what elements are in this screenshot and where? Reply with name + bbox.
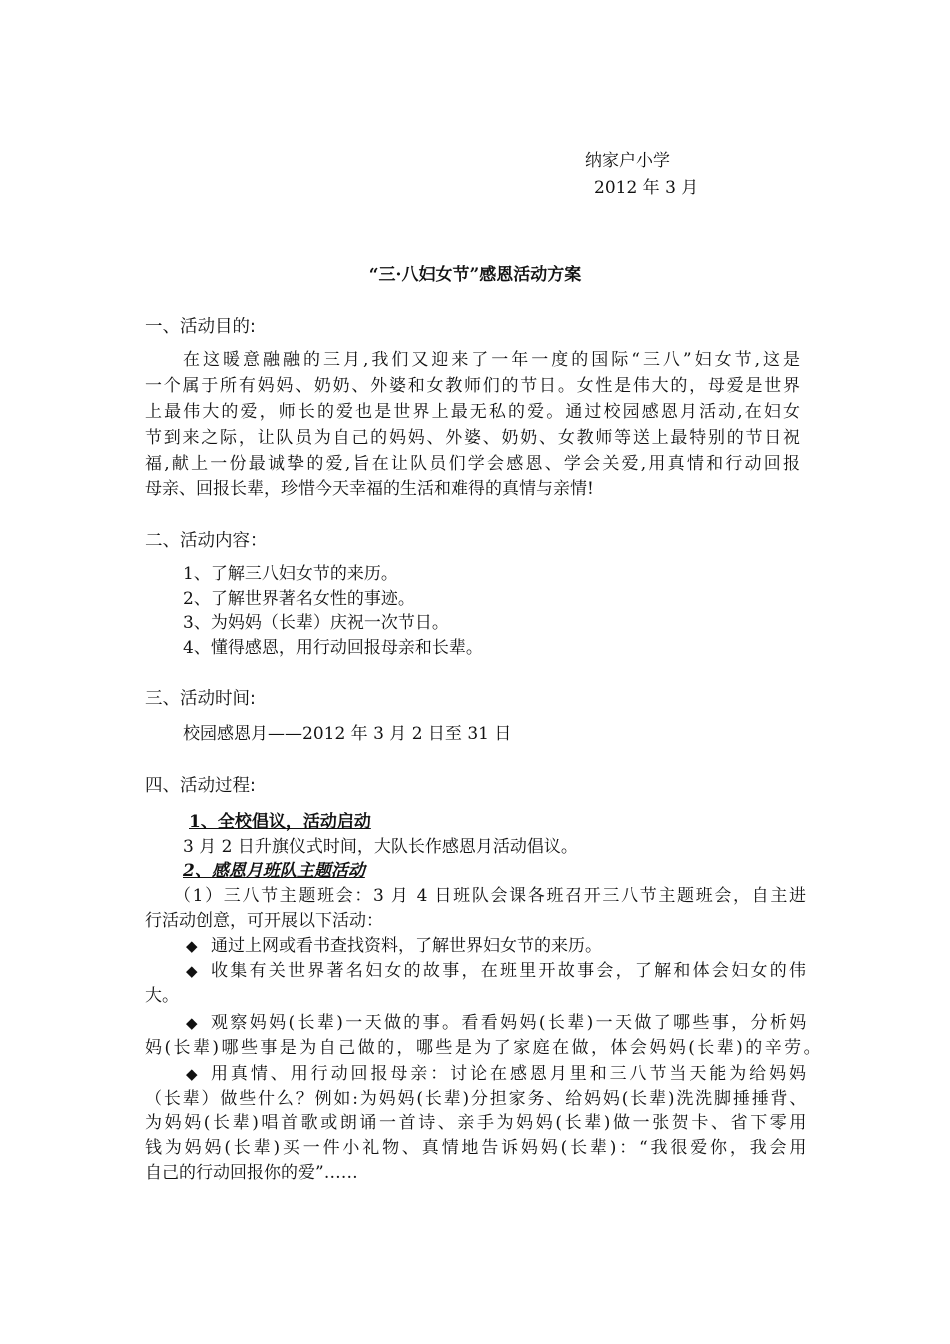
purpose-line: 上最伟大的爱，师长的爱也是世界上最无私的爱。通过校园感恩月活动,在妇女 (145, 402, 800, 422)
diamond-bullet-icon: ◆ (186, 1065, 198, 1083)
bullet-line: （长辈）做些什么？例如:为妈妈(长辈)分担家务、给妈妈(长辈)洗洗脚捶捶背、 (145, 1089, 806, 1109)
time-text: 校园感恩月——2012 年 3 月 2 日至 31 日 (183, 724, 512, 744)
step2-line: 行活动创意，可开展以下活动： (145, 911, 383, 931)
document-title: “三·八妇女节”感恩活动方案 (368, 265, 582, 285)
purpose-line: 母亲、回报长辈，珍惜今天幸福的生活和难得的真情与亲情! (145, 479, 594, 499)
bullet-line: 钱为妈妈(长辈)买一件小礼物、真情地告诉妈妈(长辈)：“我很爱你，我会用 (145, 1138, 806, 1158)
bullet-line: 用真情、用行动回报母亲：讨论在感恩月里和三八节当天能为给妈妈 (211, 1064, 806, 1084)
bullet-line: 为妈妈(长辈)唱首歌或朗诵一首诗、亲手为妈妈(长辈)做一张贺卡、省下零用 (145, 1113, 806, 1133)
step2-line: （1）三八节主题班会：3 月 4 日班队会课各班召开三八节主题班会，自主进 (174, 886, 806, 906)
step2-title: 2、感恩月班队主题活动 (183, 861, 365, 881)
diamond-bullet-icon: ◆ (186, 1014, 198, 1032)
section-heading-process: 四、活动过程: (145, 776, 256, 796)
bullet-line: 通过上网或看书查找资料，了解世界妇女节的来历。 (211, 936, 602, 956)
content-item: 2、了解世界著名女性的事迹。 (183, 589, 415, 609)
bullet-line: 自己的行动回报你的爱”…… (145, 1163, 358, 1183)
section-heading-purpose: 一、活动目的: (145, 317, 256, 337)
purpose-line: 一个属于所有妈妈、奶奶、外婆和女教师们的节日。女性是伟大的，母爱是世界 (145, 376, 800, 396)
document-date: 2012 年 3 月 (594, 178, 699, 198)
bullet-line: 妈(长辈)哪些事是为自己做的，哪些是为了家庭在做，体会妈妈(长辈)的辛劳。 (145, 1038, 820, 1058)
content-item: 1、了解三八妇女节的来历。 (183, 564, 398, 584)
purpose-line: 在这暖意融融的三月,我们又迎来了一年一度的国际“三八”妇女节,这是 (183, 350, 800, 370)
bullet-line: 观察妈妈(长辈)一天做的事。看看妈妈(长辈)一天做了哪些事，分析妈 (211, 1013, 806, 1033)
purpose-line: 福,献上一份最诚挚的爱,旨在让队员们学会感恩、学会关爱,用真情和行动回报 (145, 454, 800, 474)
diamond-bullet-icon: ◆ (186, 962, 198, 980)
content-item: 4、懂得感恩，用行动回报母亲和长辈。 (183, 638, 483, 658)
step1-title: 1、全校倡议，活动启动 (189, 812, 371, 832)
school-name: 纳家户小学 (585, 151, 670, 171)
bullet-line: 大。 (145, 986, 179, 1006)
section-heading-time: 三、活动时间: (145, 689, 256, 709)
step1-text: 3 月 2 日升旗仪式时间，大队长作感恩月活动倡议。 (183, 837, 578, 857)
purpose-line: 节到来之际，让队员为自己的妈妈、外婆、奶奶、女教师等送上最特别的节日祝 (145, 428, 800, 448)
section-heading-content: 二、活动内容： (145, 531, 268, 551)
content-item: 3、为妈妈（长辈）庆祝一次节日。 (183, 613, 449, 633)
diamond-bullet-icon: ◆ (186, 937, 198, 955)
bullet-line: 收集有关世界著名妇女的故事，在班里开故事会，了解和体会妇女的伟 (211, 961, 806, 981)
